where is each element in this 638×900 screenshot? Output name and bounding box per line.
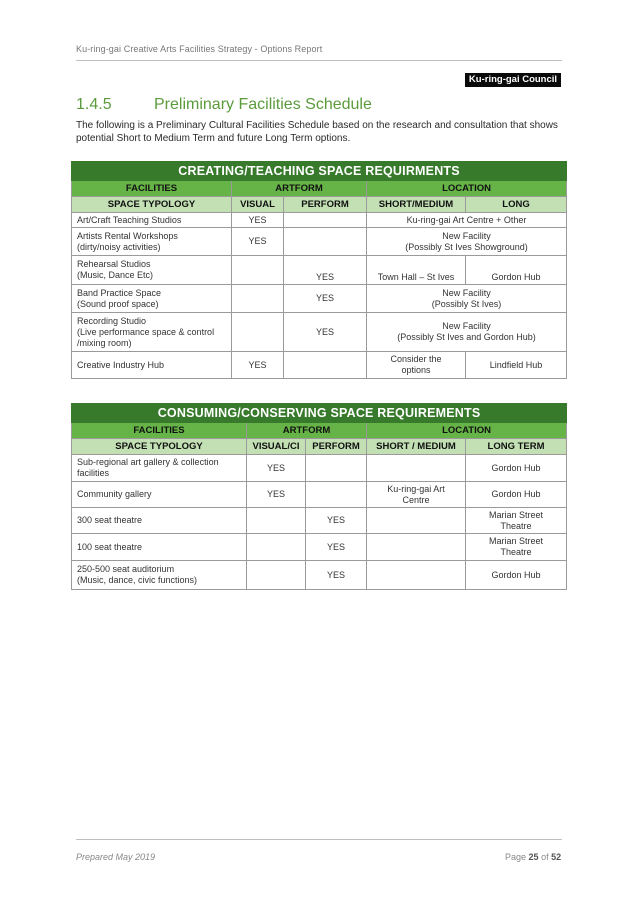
- cell-short: [367, 561, 466, 590]
- col-header-long: LONG TERM: [466, 439, 567, 455]
- cell-visual: [247, 534, 306, 561]
- cell-typology: Community gallery: [72, 482, 247, 508]
- table-row: [72, 561, 567, 590]
- table-title: CONSUMING/CONSERVING SPACE REQUIREMENTS: [72, 404, 567, 423]
- cell-perform: YES: [284, 313, 367, 352]
- cell-long: Marian Street Theatre: [466, 534, 567, 561]
- group-header-artform: ARTFORM: [247, 423, 367, 439]
- consuming-conserving-table: [71, 403, 567, 590]
- section-heading: [76, 96, 372, 114]
- cell-visual: [247, 561, 306, 590]
- cell-visual: YES: [232, 213, 284, 228]
- cell-location: New Facility (Possibly St Ives): [367, 285, 567, 313]
- cell-perform: YES: [284, 256, 367, 285]
- page-number: Page 25 of 52: [505, 852, 562, 862]
- col-header-typology: SPACE TYPOLOGY: [72, 439, 247, 455]
- cell-perform: [306, 482, 367, 508]
- cell-long: Lindfield Hub: [466, 352, 567, 379]
- group-header-location: LOCATION: [367, 181, 567, 197]
- footer-divider: [76, 839, 562, 840]
- col-header-long: LONG: [466, 197, 567, 213]
- table-row: [72, 256, 567, 285]
- cell-visual: [232, 256, 284, 285]
- col-header-visual: VISUAL: [232, 197, 284, 213]
- table-row: [72, 285, 567, 313]
- col-header-short: SHORT / MEDIUM: [367, 439, 466, 455]
- cell-location: Ku-ring-gai Art Centre + Other: [367, 213, 567, 228]
- cell-perform: [284, 352, 367, 379]
- cell-short: [367, 534, 466, 561]
- col-header-short: SHORT/MEDIUM: [367, 197, 466, 213]
- cell-perform: YES: [306, 561, 367, 590]
- creating-teaching-table: [71, 161, 567, 379]
- cell-perform: YES: [306, 508, 367, 534]
- council-logo: Ku-ring-gai Council: [465, 73, 561, 87]
- cell-perform: YES: [306, 534, 367, 561]
- cell-short: [367, 508, 466, 534]
- cell-short: Consider the options: [367, 352, 466, 379]
- cell-location: New Facility (Possibly St Ives and Gordon Hub): [367, 313, 567, 352]
- table-row: [72, 482, 567, 508]
- group-header-artform: ARTFORM: [232, 181, 367, 197]
- group-header-facilities: FACILITIES: [72, 423, 247, 439]
- table-row: [72, 213, 567, 228]
- cell-long: Marian Street Theatre: [466, 508, 567, 534]
- group-header-location: LOCATION: [367, 423, 567, 439]
- col-header-perform: PERFORM: [306, 439, 367, 455]
- cell-short: Town Hall – St Ives: [367, 256, 466, 285]
- table-row: [72, 534, 567, 561]
- cell-perform: [306, 455, 367, 482]
- table-row: [72, 508, 567, 534]
- col-header-visual: VISUAL/CI: [247, 439, 306, 455]
- col-header-typology: SPACE TYPOLOGY: [72, 197, 232, 213]
- table-row: [72, 313, 567, 352]
- cell-typology: Art/Craft Teaching Studios: [72, 213, 232, 228]
- cell-location: New Facility (Possibly St Ives Showground): [367, 228, 567, 256]
- cell-visual: YES: [247, 482, 306, 508]
- cell-visual: [232, 313, 284, 352]
- table-row: [72, 455, 567, 482]
- cell-visual: YES: [232, 352, 284, 379]
- cell-perform: [284, 228, 367, 256]
- group-header-facilities: FACILITIES: [72, 181, 232, 197]
- cell-short: [367, 455, 466, 482]
- cell-visual: YES: [247, 455, 306, 482]
- cell-short: Ku-ring-gai Art Centre: [367, 482, 466, 508]
- header-divider: [76, 60, 562, 61]
- cell-typology: Rehearsal Studios (Music, Dance Etc): [72, 256, 232, 285]
- cell-visual: [232, 285, 284, 313]
- prepared-date: Prepared May 2019: [76, 852, 156, 862]
- cell-visual: YES: [232, 228, 284, 256]
- cell-typology: Recording Studio (Live performance space & control /mixing room): [72, 313, 232, 352]
- table-row: [72, 228, 567, 256]
- cell-perform: [284, 213, 367, 228]
- section-title: Preliminary Facilities Schedule: [154, 96, 372, 113]
- col-header-perform: PERFORM: [284, 197, 367, 213]
- intro-paragraph: The following is a Preliminary Cultural Facilities Schedule based on the research and consultation that shows potential Short to Medium Term and future Long Term options.: [76, 120, 558, 144]
- cell-long: Gordon Hub: [466, 455, 567, 482]
- cell-perform: YES: [284, 285, 367, 313]
- cell-visual: [247, 508, 306, 534]
- cell-typology: Sub-regional art gallery & collection facilities: [72, 455, 247, 482]
- cell-typology: Creative Industry Hub: [72, 352, 232, 379]
- cell-typology: 300 seat theatre: [72, 508, 247, 534]
- running-header: Ku-ring-gai Creative Arts Facilities Strategy - Options Report: [76, 44, 323, 54]
- cell-typology: Artists Rental Workshops (dirty/noisy activities): [72, 228, 232, 256]
- cell-typology: 100 seat theatre: [72, 534, 247, 561]
- cell-long: Gordon Hub: [466, 482, 567, 508]
- cell-typology: Band Practice Space (Sound proof space): [72, 285, 232, 313]
- cell-long: Gordon Hub: [466, 561, 567, 590]
- table-row: [72, 352, 567, 379]
- cell-typology: 250-500 seat auditorium (Music, dance, civic functions): [72, 561, 247, 590]
- section-number: 1.4.5: [76, 96, 112, 113]
- table-title: CREATING/TEACHING SPACE REQUIRMENTS: [72, 162, 567, 181]
- cell-long: Gordon Hub: [466, 256, 567, 285]
